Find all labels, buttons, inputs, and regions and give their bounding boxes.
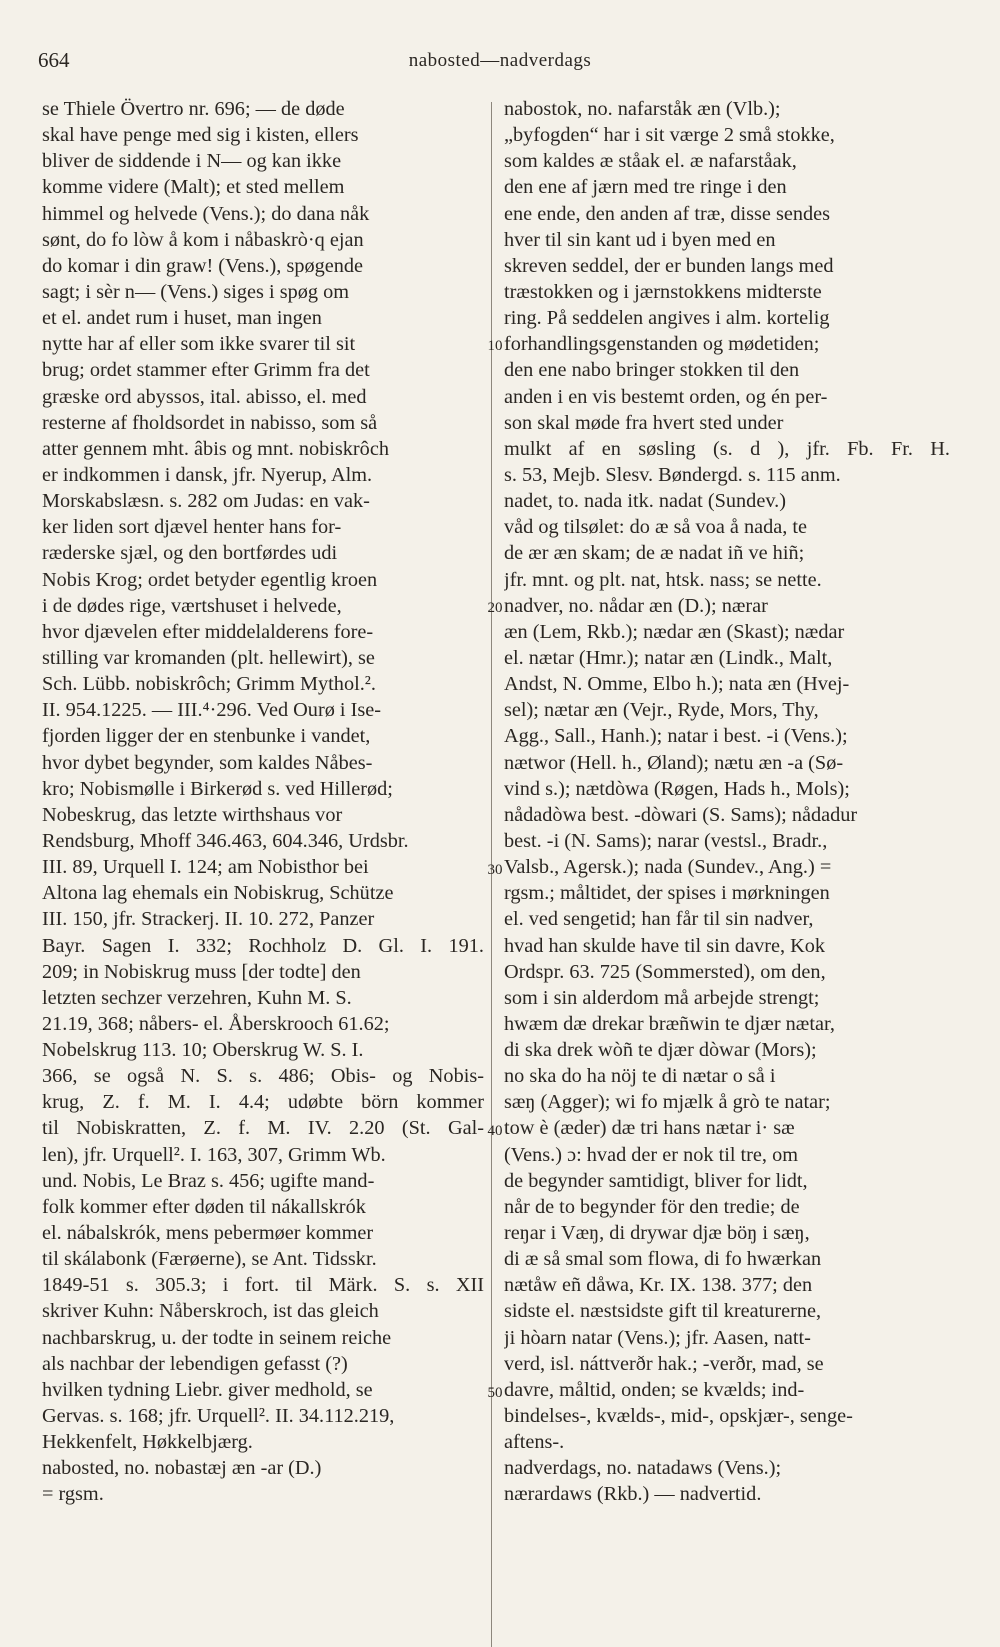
text-line: den ene nabo bringer stokken til den bbox=[504, 359, 800, 382]
text-line: 209; in Nobiskrug muss [der todte] den bbox=[42, 960, 361, 983]
text-line: den ene af jærn med tre ringe i den bbox=[504, 176, 787, 199]
text-line: 21.19, 368; nåbers- el. Åberskrooch 61.62; bbox=[42, 1012, 390, 1035]
text-line: best. -i (N. Sams); narar (vestsl., Bradr., bbox=[504, 829, 828, 852]
text-line: sagt; i sèr n— (Vens.) siges i spøg om bbox=[42, 280, 350, 303]
text-line: ji hòarn natar (Vens.); jfr. Aasen, natt- bbox=[504, 1326, 811, 1349]
text-line: Valsb., Agersk.); nada (Sundev., Ang.) = bbox=[504, 856, 832, 879]
text-line: nætwor (Hell. h., Øland); nætu æn -a (Sø- bbox=[504, 751, 844, 774]
line-marker: 40 bbox=[487, 1123, 503, 1139]
text-line: davre, måltid, onden; se kvælds; ind- bbox=[504, 1378, 805, 1401]
text-line: rgsm.; måltidet, der spises i mørkningen bbox=[504, 882, 830, 905]
text-line: krug, Z. f. M. I. 4.4; udøbte börn kommer bbox=[42, 1091, 484, 1114]
text-line: se Thiele Övertro nr. 696; — de døde bbox=[42, 98, 345, 120]
text-line: Nobeskrug, das letzte wirthshaus vor bbox=[42, 803, 343, 826]
text-line: III. 89, Urquell I. 124; am Nobisthor bei bbox=[42, 856, 369, 879]
line-marker: 20 bbox=[487, 600, 503, 616]
text-line: hvor dybet begynder, som kaldes Nåbes- bbox=[42, 751, 373, 774]
text-line: ræderske sjæl, og den bortførdes udi bbox=[42, 542, 338, 565]
text-line: no ska do ha nöj te di nætar o så i bbox=[504, 1065, 776, 1088]
right-column bbox=[504, 96, 950, 1508]
text-line: als nachbar der lebendigen gefasst (?) bbox=[42, 1352, 348, 1375]
text-line: do komar i din graw! (Vens.), spøgende bbox=[42, 254, 364, 277]
text-line: træstokken og i jærnstokkens midterste bbox=[504, 280, 822, 303]
text-line: bindelses-, kvælds-, mid-, opskjær-, senge- bbox=[504, 1405, 853, 1428]
text-line: letzten sechzer verzehren, Kuhn M. S. bbox=[42, 986, 352, 1009]
text-line: nadver, no. nådar æn (D.); nærar bbox=[504, 594, 768, 617]
text-line: til Nobiskratten, Z. f. M. IV. 2.20 (St. Gal- bbox=[42, 1117, 484, 1140]
text-line: kro; Nobismølle i Birkerød s. ved Hillerød; bbox=[42, 777, 393, 800]
text-line: græske ord abyssos, ital. abisso, el. med bbox=[42, 385, 367, 408]
text-line: verd, isl. náttverðr hak.; -verðr, mad, se bbox=[504, 1352, 824, 1375]
text-line: Sch. Lübb. nobiskrôch; Grimm Mythol.². bbox=[42, 673, 376, 696]
text-line: Nobelskrug 113. 10; Oberskrug W. S. I. bbox=[42, 1039, 364, 1062]
text-line: forhandlingsgenstanden og mødetiden; bbox=[504, 333, 820, 356]
text-line: (Vens.) ɔ: hvad der er nok til tre, om bbox=[504, 1143, 798, 1166]
text-line: Bayr. Sagen I. 332; Rochholz D. Gl. I. 191. bbox=[42, 934, 484, 957]
text-line: s. 53, Mejb. Slesv. Bøndergd. s. 115 anm. bbox=[504, 463, 841, 486]
line-marker: 50 bbox=[487, 1385, 503, 1401]
text-line: fjorden ligger der en stenbunke i vandet, bbox=[42, 725, 371, 748]
left-column bbox=[42, 96, 484, 1508]
text-line: ene ende, den anden af træ, disse sendes bbox=[504, 202, 831, 225]
text-line: Nobis Krog; ordet betyder egentlig kroen bbox=[42, 568, 378, 591]
text-line: til skálabonk (Færøerne), se Ant. Tidsskr. bbox=[42, 1248, 377, 1271]
text-line: bliver de siddende i N— og kan ikke bbox=[42, 150, 342, 173]
text-line: 366, se også N. S. s. 486; Obis- og Nobis- bbox=[42, 1065, 484, 1088]
text-line: skal have penge med sig i kisten, ellers bbox=[42, 124, 359, 147]
text-line: Morskabslæsn. s. 282 om Judas: en vak- bbox=[42, 490, 370, 513]
text-line: et el. andet rum i huset, man ingen bbox=[42, 307, 322, 330]
text-line: el. ved sengetid; han får til sin nadver, bbox=[504, 908, 814, 931]
text-line: som kaldes æ ståak el. æ nafarståak, bbox=[504, 150, 797, 173]
text-line: stilling var kromanden (plt. hellewirt), se bbox=[42, 646, 375, 669]
text-line: sæŋ (Agger); wi fo mjælk å grò te natar; bbox=[504, 1091, 831, 1114]
text-line: er indkommen i dansk, jfr. Nyerup, Alm. bbox=[42, 463, 373, 486]
text-line: nærardaws (Rkb.) — nadvertid. bbox=[504, 1483, 762, 1506]
text-line: ker liden sort djævel henter hans for- bbox=[42, 516, 342, 539]
text-line: de ær æn skam; de æ nadat iñ ve hiñ; bbox=[504, 542, 805, 565]
text-line: sel); nætar æn (Vejr., Ryde, Mors, Thy, bbox=[504, 699, 819, 722]
text-line: tow è (æder) dæ tri hans nætar i· sæ bbox=[504, 1117, 795, 1140]
text-line: hwæm dæ drekar bræñwin te djær nætar, bbox=[504, 1012, 835, 1035]
text-line: resterne af fholdsordet in nabisso, som så bbox=[42, 411, 378, 434]
text-line: Hekkenfelt, Høkkelbjærg. bbox=[42, 1431, 253, 1454]
text-line: komme videre (Malt); et sted mellem bbox=[42, 176, 345, 199]
text-line: våd og tilsølet: do æ så voa å nada, te bbox=[504, 516, 808, 539]
text-line: jfr. mnt. og plt. nat, htsk. nass; se nette. bbox=[504, 568, 822, 591]
text-line: di æ så smal som flowa, di fo hwærkan bbox=[504, 1248, 822, 1271]
text-line: nabostok, no. nafarståk æn (Vlb.); bbox=[504, 98, 781, 120]
text-line: anden i en vis bestemt orden, og én per- bbox=[504, 385, 828, 408]
text-line: hvilken tydning Liebr. giver medhold, se bbox=[42, 1378, 373, 1401]
page-number: 664 bbox=[38, 48, 70, 72]
text-line: = rgsm. bbox=[42, 1483, 104, 1506]
text-line: Ordspr. 63. 725 (Sommersted), om den, bbox=[504, 960, 826, 983]
text-line: nådadòwa best. -dòwari (S. Sams); nådadur bbox=[504, 803, 858, 826]
text-line: el. nábalskrók, mens pebermøer kommer bbox=[42, 1222, 374, 1245]
text-line: el. nætar (Hmr.); natar æn (Lindk., Malt, bbox=[504, 646, 833, 669]
text-line: nachbarskrug, u. der todte in seinem reiche bbox=[42, 1326, 392, 1349]
text-line: nadet, to. nada itk. nadat (Sundev.) bbox=[504, 490, 786, 513]
text-line: II. 954.1225. — III.⁴·296. Ved Ourø i Ise- bbox=[42, 699, 382, 722]
line-marker: 30 bbox=[487, 862, 503, 878]
text-line: Andst, N. Omme, Elbo h.); nata æn (Hvej- bbox=[504, 673, 850, 696]
text-line: reŋar i Væŋ, di drywar djæ böŋ i sæŋ, bbox=[504, 1222, 810, 1245]
text-line: und. Nobis, Le Braz s. 456; ugifte mand- bbox=[42, 1169, 375, 1192]
text-line: nabosted, no. nobastæj æn -ar (D.) bbox=[42, 1457, 322, 1480]
text-line: skriver Kuhn: Nåberskroch, ist das gleich bbox=[42, 1300, 379, 1323]
text-line: 1849-51 s. 305.3; i fort. til Märk. S. s. XII bbox=[42, 1274, 484, 1297]
text-line: de begynder samtidigt, bliver for lidt, bbox=[504, 1169, 808, 1192]
text-line: folk kommer efter døden til nákallskrók bbox=[42, 1195, 366, 1218]
text-line: atter gennem mht. âbis og mnt. nobiskrôch bbox=[42, 437, 389, 460]
text-line: nætåw eñ dåwa, Kr. IX. 138. 377; den bbox=[504, 1274, 813, 1297]
text-line: Altona lag ehemals ein Nobiskrug, Schütze bbox=[42, 882, 394, 905]
text-line: skreven seddel, der er bunden langs med bbox=[504, 254, 834, 277]
line-marker: 10 bbox=[487, 338, 503, 354]
text-line: som i sin alderdom må arbejde strengt; bbox=[504, 986, 820, 1009]
text-line: Gervas. s. 168; jfr. Urquell². II. 34.112.219, bbox=[42, 1405, 395, 1428]
text-line: hver til sin kant ud i byen med en bbox=[504, 228, 776, 251]
text-line: Agg., Sall., Hanh.); natar i best. -i (Vens.); bbox=[504, 725, 848, 748]
text-line: mulkt af en søsling (s. d ), jfr. Fb. Fr. H. bbox=[504, 437, 950, 460]
text-line: len), jfr. Urquell². I. 163, 307, Grimm Wb. bbox=[42, 1143, 386, 1166]
text-line: hvor djævelen efter middelalderens fore- bbox=[42, 620, 374, 643]
text-line: sidste el. næstsidste gift til kreaturerne, bbox=[504, 1300, 822, 1323]
text-line: sønt, do fo lòw å kom i nåbaskrò·q ejan bbox=[42, 228, 364, 251]
text-line: III. 150, jfr. Strackerj. II. 10. 272, Panzer bbox=[42, 908, 375, 931]
running-head: nabosted—nadverdags bbox=[408, 50, 592, 71]
text-line: nadverdags, no. natadaws (Vens.); bbox=[504, 1457, 782, 1480]
text-line: nytte har af eller som ikke svarer til sit bbox=[42, 333, 356, 356]
text-line: brug; ordet stammer efter Grimm fra det bbox=[42, 359, 370, 382]
text-line: Rendsburg, Mhoff 346.463, 604.346, Urdsbr. bbox=[42, 829, 409, 852]
text-line: i de dødes rige, værtshuset i helvede, bbox=[42, 594, 342, 617]
text-line: son skal møde fra hvert sted under bbox=[504, 411, 784, 434]
text-line: vind s.); nætdòwa (Røgen, Hads h., Mols); bbox=[504, 777, 850, 800]
text-line: æn (Lem, Rkb.); nædar æn (Skast); nædar bbox=[504, 620, 845, 643]
text-line: når de to begynder för den tredie; de bbox=[504, 1195, 800, 1218]
text-line: „byfogden“ har i sit værge 2 små stokke, bbox=[504, 124, 835, 147]
text-line: aftens-. bbox=[504, 1431, 565, 1454]
text-line: di ska drek wòñ te djær dòwar (Mors); bbox=[504, 1039, 817, 1062]
text-line: himmel og helvede (Vens.); do dana nåk bbox=[42, 202, 370, 225]
text-line: hvad han skulde have til sin davre, Kok bbox=[504, 934, 826, 957]
text-line: ring. På seddelen angives i alm. kortelig bbox=[504, 307, 830, 330]
